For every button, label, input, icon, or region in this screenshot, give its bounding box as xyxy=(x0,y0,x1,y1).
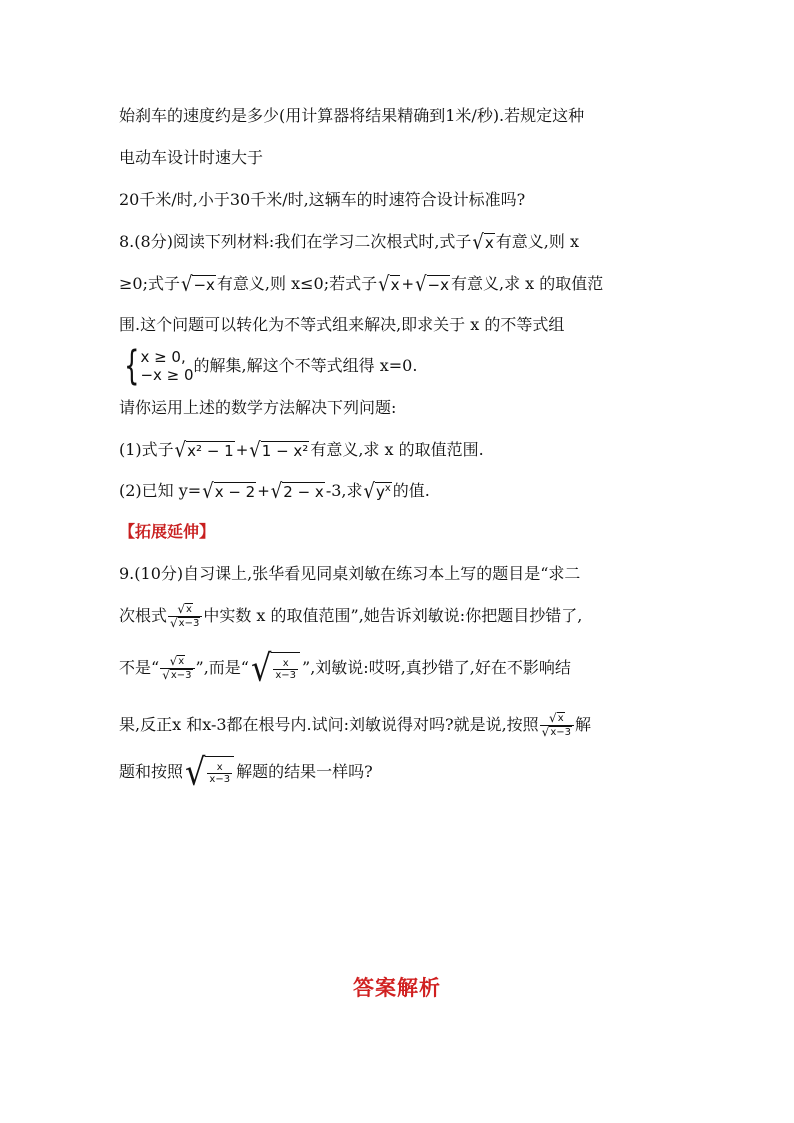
line-text: 有意义,则 x≤0;若式子 xyxy=(216,274,378,293)
text-line xyxy=(119,96,584,136)
sqrt-x-minus-2: √ x − 2 xyxy=(202,478,256,504)
text-line xyxy=(119,180,525,220)
line-text: 围.这个问题可以转化为不等式组来解决,即求关于 x 的不等式组 xyxy=(119,315,565,334)
line-text: (2)已知 y= xyxy=(119,481,202,500)
fraction-sqrtx-over-sqrtx3: √ x √ x−3 xyxy=(168,603,202,630)
sqrt-2-minus-x: √ 2 − x xyxy=(270,478,324,504)
line-text: 果,反正x 和x-3都在根号内.试问:刘敏说得对吗?就是说,按照 xyxy=(119,715,539,734)
question-9-line-5 xyxy=(119,752,373,792)
section-title: 【拓展延伸】 xyxy=(119,522,216,541)
sqrt-y-power-x: √ $y^x$ xyxy=(363,478,391,504)
question-8-line-5 xyxy=(119,388,396,428)
line-text: ≥0;式子 xyxy=(119,274,180,293)
question-8-line-4 xyxy=(119,343,418,389)
line-text: 解 xyxy=(575,715,592,734)
sqrt-x2-minus-1: √ x² − 1 xyxy=(174,437,234,463)
fraction-sqrtx-over-sqrtx3: √ x √ x−3 xyxy=(540,712,574,739)
question-8-part-1 xyxy=(119,430,484,470)
line-text: 解题的结果一样吗? xyxy=(236,762,373,781)
line-text: 电动车设计时速大于 xyxy=(119,148,264,167)
line-text: 9.(10分)自习课上,张华看见同桌刘敏在练习本上写的题目是“求二 xyxy=(119,564,581,583)
question-9-line-1 xyxy=(119,554,580,594)
answer-section-title: 答案解析 xyxy=(353,976,441,1000)
sqrt-neg-x: √ −x xyxy=(415,271,449,297)
line-text: 有意义,则 x xyxy=(495,232,579,251)
line-text: 请你运用上述的数学方法解决下列问题: xyxy=(119,398,397,417)
line-text: (1)式子 xyxy=(119,440,174,459)
line-text: 8.(8分)阅读下列材料:我们在学习二次根式时,式子 xyxy=(119,232,472,251)
line-text: -3,求 xyxy=(325,481,363,500)
question-9-line-2 xyxy=(119,596,582,636)
sqrt-1-minus-x2: √ 1 − x² xyxy=(249,437,309,463)
line-text: 始刹车的速度约是多少(用计算器将结果精确到1米/秒).若规定这种 xyxy=(119,106,585,125)
fraction-sqrtx-over-sqrtx3: √ x √ x−3 xyxy=(160,655,194,682)
sqrt-of-fraction: √ $\frac{x}{x-3}$ xyxy=(185,756,234,788)
question-9-line-4 xyxy=(119,705,591,745)
line-text: 的值. xyxy=(392,481,430,500)
text-line xyxy=(119,138,263,178)
line-text: 20千米/时,小于30千米/时,这辆车的时速符合设计标准吗? xyxy=(119,190,526,209)
line-text: 有意义,求 x 的取值范围. xyxy=(310,440,484,459)
plus-sign: + xyxy=(401,275,415,293)
line-text: 中实数 x 的取值范围”,她告诉刘敏说:你把题目抄错了, xyxy=(203,606,583,625)
sqrt-x: √ x xyxy=(472,229,494,255)
plus-sign: + xyxy=(257,482,270,500)
line-text: 次根式 xyxy=(119,606,168,625)
line-text: 题和按照 xyxy=(119,762,184,781)
question-8-line-2 xyxy=(119,264,603,304)
line-text: 有意义,求 x 的取值范 xyxy=(451,274,604,293)
system-row: −x ≥ 0 xyxy=(140,366,194,384)
sqrt-of-fraction: √ $\frac{x}{x-3}$ xyxy=(251,652,300,684)
inequality-system xyxy=(119,343,194,389)
system-row: x ≥ 0, xyxy=(140,348,186,366)
line-text: ”,而是“ xyxy=(195,658,249,677)
sqrt-x: √ x xyxy=(378,271,400,297)
section-heading xyxy=(119,512,215,552)
line-text: ”,刘敏说:哎呀,真抄错了,好在不影响结 xyxy=(302,658,571,677)
question-9-line-3 xyxy=(119,648,571,688)
plus-sign: + xyxy=(235,441,249,459)
sqrt-neg-x: √ −x xyxy=(180,271,215,297)
line-text: 的解集,解这个不等式组得 x=0. xyxy=(193,356,418,375)
brace-icon: { xyxy=(124,343,140,389)
line-text: 不是“ xyxy=(119,658,160,677)
question-8-line-3 xyxy=(119,305,564,345)
question-8-part-2 xyxy=(119,471,430,511)
question-8-line-1 xyxy=(119,222,579,262)
